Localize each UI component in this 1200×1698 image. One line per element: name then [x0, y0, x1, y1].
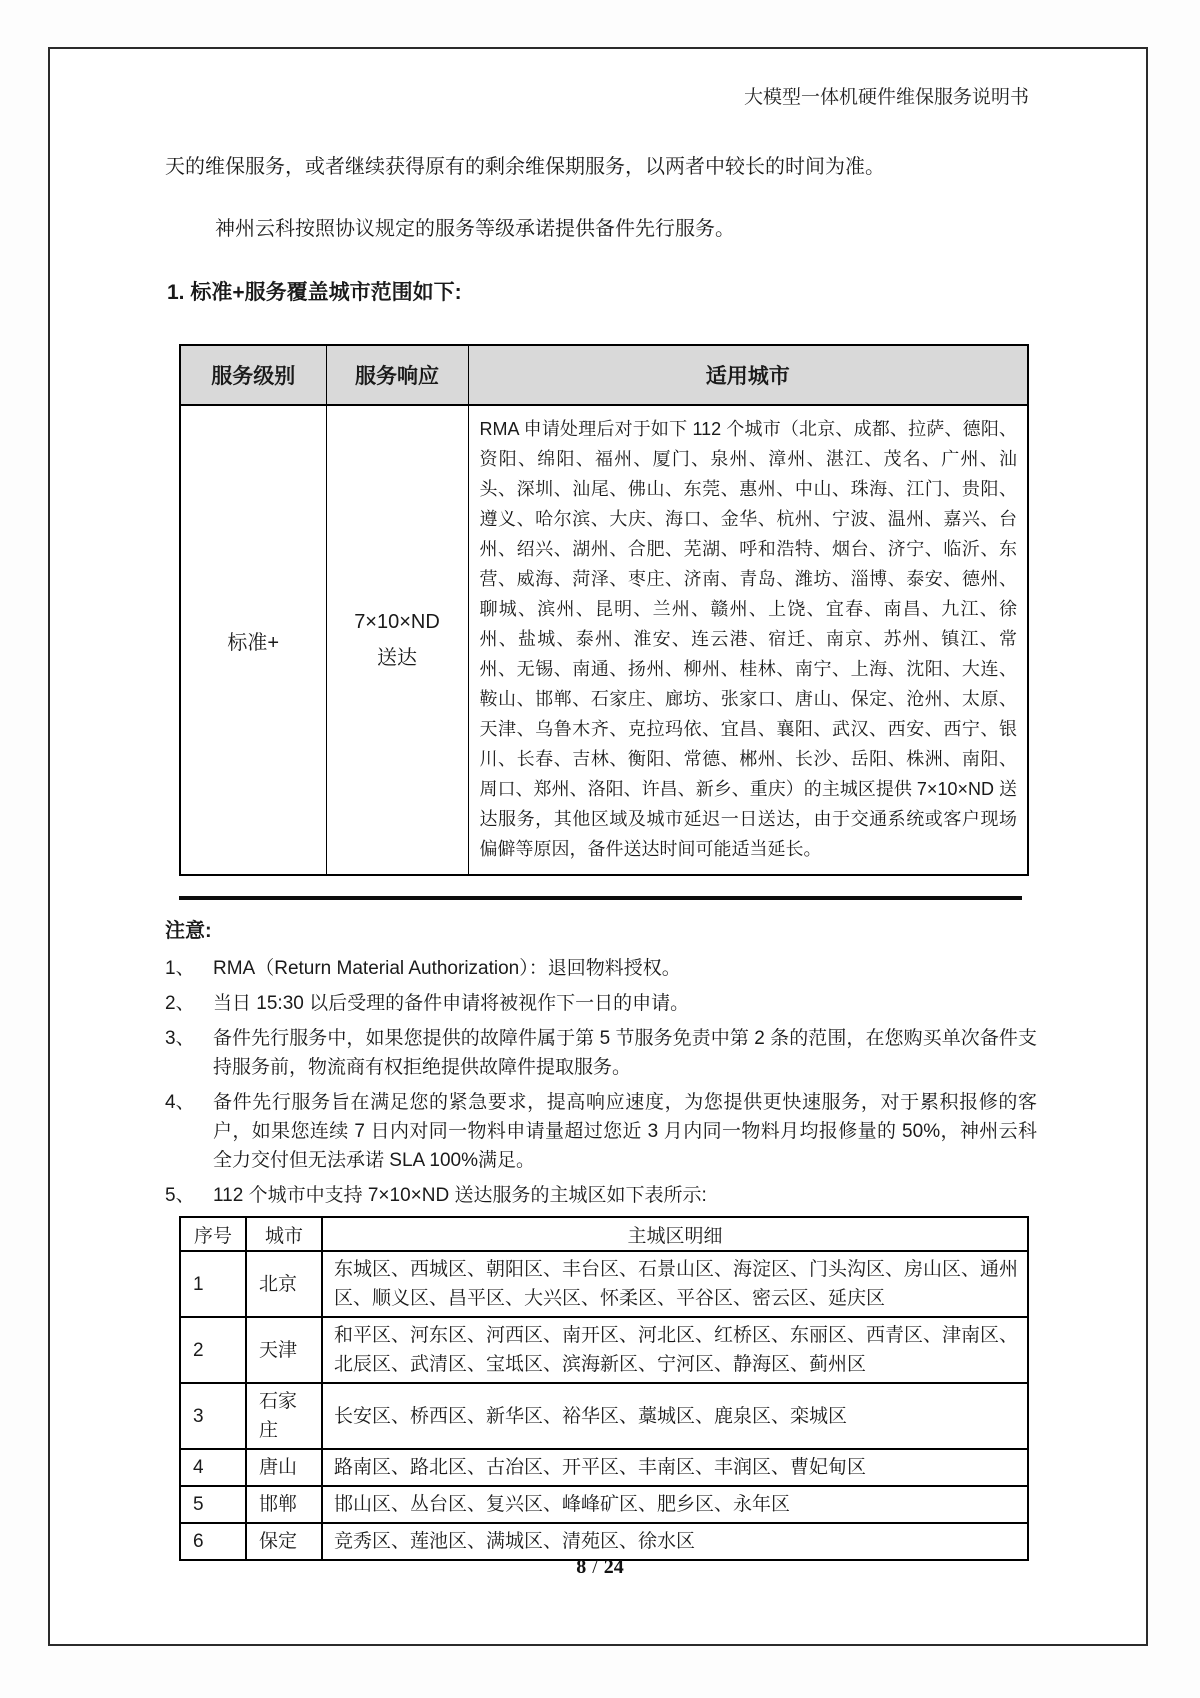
- row-index-cell: 6: [180, 1523, 246, 1560]
- row-index-cell: 4: [180, 1449, 246, 1486]
- city-cell: 唐山: [246, 1449, 322, 1486]
- note-item: [165, 954, 1037, 983]
- table-row: [180, 405, 1028, 875]
- note-item: [165, 989, 1037, 1018]
- row-index-cell: 5: [180, 1486, 246, 1523]
- page-footer: [0, 1556, 1200, 1579]
- districts-cell: 长安区、桥西区、新华区、裕华区、藁城区、鹿泉区、栾城区: [322, 1383, 1028, 1449]
- col-header-applicable-cities: 适用城市: [468, 345, 1028, 405]
- col-header-districts: 主城区明细: [322, 1217, 1028, 1251]
- notes-title: 注意:: [165, 920, 212, 942]
- table-row: [180, 1449, 1028, 1486]
- row-index-cell: 3: [180, 1383, 246, 1449]
- service-table-header-row: [180, 345, 1028, 405]
- note-number: 1、: [165, 958, 195, 979]
- table-row: [180, 1523, 1028, 1560]
- districts-cell: 竞秀区、莲池区、满城区、清苑区、徐水区: [322, 1523, 1028, 1560]
- col-header-service-level: 服务级别: [180, 345, 326, 405]
- districts-cell: 和平区、河东区、河西区、南开区、河北区、红桥区、东丽区、西青区、津南区、北辰区、武清区、宝坻区、滨海新区、宁河区、静海区、蓟州区: [322, 1317, 1028, 1383]
- table-row: [180, 1383, 1028, 1449]
- city-cell: 邯郸: [246, 1486, 322, 1523]
- notes-list: [165, 954, 1037, 1210]
- paragraph-remaining-warranty: 天的维保服务，或者继续获得原有的剩余维保期服务，以两者中较长的时间为准。: [165, 156, 885, 178]
- note-number: 3、: [165, 1028, 195, 1049]
- section-heading: 1. 标准+服务覆盖城市范围如下:: [167, 281, 462, 304]
- service-coverage-table: [179, 344, 1029, 876]
- col-header-index: 序号: [180, 1217, 246, 1251]
- table-row: [180, 1251, 1028, 1317]
- total-page-count: 24: [603, 1556, 624, 1578]
- service-response-cell: [326, 405, 468, 875]
- table-row: [180, 1486, 1028, 1523]
- note-item: [165, 1088, 1037, 1175]
- applicable-cities-cell: RMA 申请处理后对于如下 112 个城市（北京、成都、拉萨、德阳、资阳、绵阳、福州、厦门、泉州、漳州、湛江、茂名、广州、汕头、深圳、汕尾、佛山、东莞、惠州、中山、珠海、江门、贵阳、遵义、哈尔滨、大庆、海口、金华、杭州、宁波、温州、嘉兴、台州、绍兴、湖州、合肥、芜湖、呼和浩特、烟台、济宁、临沂、东营、威海、菏泽、枣庄、济南、青岛、潍坊、淄博、泰安、德州、聊城、滨州、昆明、兰州、赣州、上饶、宜春、南昌、九江、徐州、盐城、泰州、淮安、连云港、宿迁、南京、苏州、镇江、常州、无锡、南通、扬州、柳州、桂林、南宁、上海、沈阳、大连、鞍山、邯郸、石家庄、廊坊、张家口、唐山、保定、沧州、太原、天津、乌鲁木齐、克拉玛依、宜昌、襄阳、武汉、西安、西宁、银川、长春、吉林、衡阳、常德、郴州、长沙、岳阳、株洲、南阳、周口、郑州、洛阳、许昌、新乡、重庆）的主城区提供 7×10×ND 送达服务，其他区域及城市延迟一日送达，由于交通系统或客户现场偏僻等原因，备件送达时间可能适当延长。: [468, 405, 1028, 875]
- note-number: 2、: [165, 993, 195, 1014]
- note-item: [165, 1181, 1037, 1210]
- table-row: [180, 1317, 1028, 1383]
- note-text: 当日 15:30 以后受理的备件申请将被视作下一日的申请。: [213, 993, 690, 1014]
- page-number-separator: /: [592, 1556, 598, 1578]
- current-page-number: 8: [576, 1556, 587, 1578]
- districts-cell: 东城区、西城区、朝阳区、丰台区、石景山区、海淀区、门头沟区、房山区、通州区、顺义区、昌平区、大兴区、怀柔区、平谷区、密云区、延庆区: [322, 1251, 1028, 1317]
- district-table-header-row: [180, 1217, 1028, 1251]
- note-number: 4、: [165, 1092, 195, 1113]
- document-header-title: 大模型一体机硬件维保服务说明书: [743, 87, 1029, 108]
- city-cell: 北京: [246, 1251, 322, 1317]
- districts-cell: 邯山区、丛台区、复兴区、峰峰矿区、肥乡区、永年区: [322, 1486, 1028, 1523]
- service-level-cell: 标准+: [180, 405, 326, 875]
- row-index-cell: 2: [180, 1317, 246, 1383]
- city-cell: 天津: [246, 1317, 322, 1383]
- city-cell: 保定: [246, 1523, 322, 1560]
- districts-cell: 路南区、路北区、古冶区、开平区、丰南区、丰润区、曹妃甸区: [322, 1449, 1028, 1486]
- col-header-service-response: 服务响应: [326, 345, 468, 405]
- paragraph-service-commitment: 神州云科按照协议规定的服务等级承诺提供备件先行服务。: [215, 218, 735, 240]
- district-table: [179, 1216, 1029, 1561]
- row-index-cell: 1: [180, 1251, 246, 1317]
- note-number: 5、: [165, 1185, 195, 1206]
- section-divider: [179, 896, 1022, 900]
- note-text: 备件先行服务中，如果您提供的故障件属于第 5 节服务免责中第 2 条的范围，在您购买单次备件支持服务前，物流商有权拒绝提供故障件提取服务。: [213, 1028, 1037, 1078]
- response-line-2: 送达: [377, 647, 417, 669]
- response-line-1: 7×10×ND: [354, 611, 440, 633]
- note-text: 备件先行服务旨在满足您的紧急要求，提高响应速度，为您提供更快速服务，对于累积报修的客户，如果您连续 7 日内对同一物料申请量超过您近 3 月内同一物料月均报修量的 50%，神州云科全力交付但无法承诺 SLA 100%满足。: [213, 1092, 1037, 1171]
- city-cell: 石家庄: [246, 1383, 322, 1449]
- page-content: [165, 86, 1037, 1561]
- note-text: 112 个城市中支持 7×10×ND 送达服务的主城区如下表所示:: [213, 1185, 707, 1206]
- col-header-city: 城市: [246, 1217, 322, 1251]
- note-text: RMA（Return Material Authorization）：退回物料授权。: [213, 958, 681, 979]
- note-item: [165, 1024, 1037, 1082]
